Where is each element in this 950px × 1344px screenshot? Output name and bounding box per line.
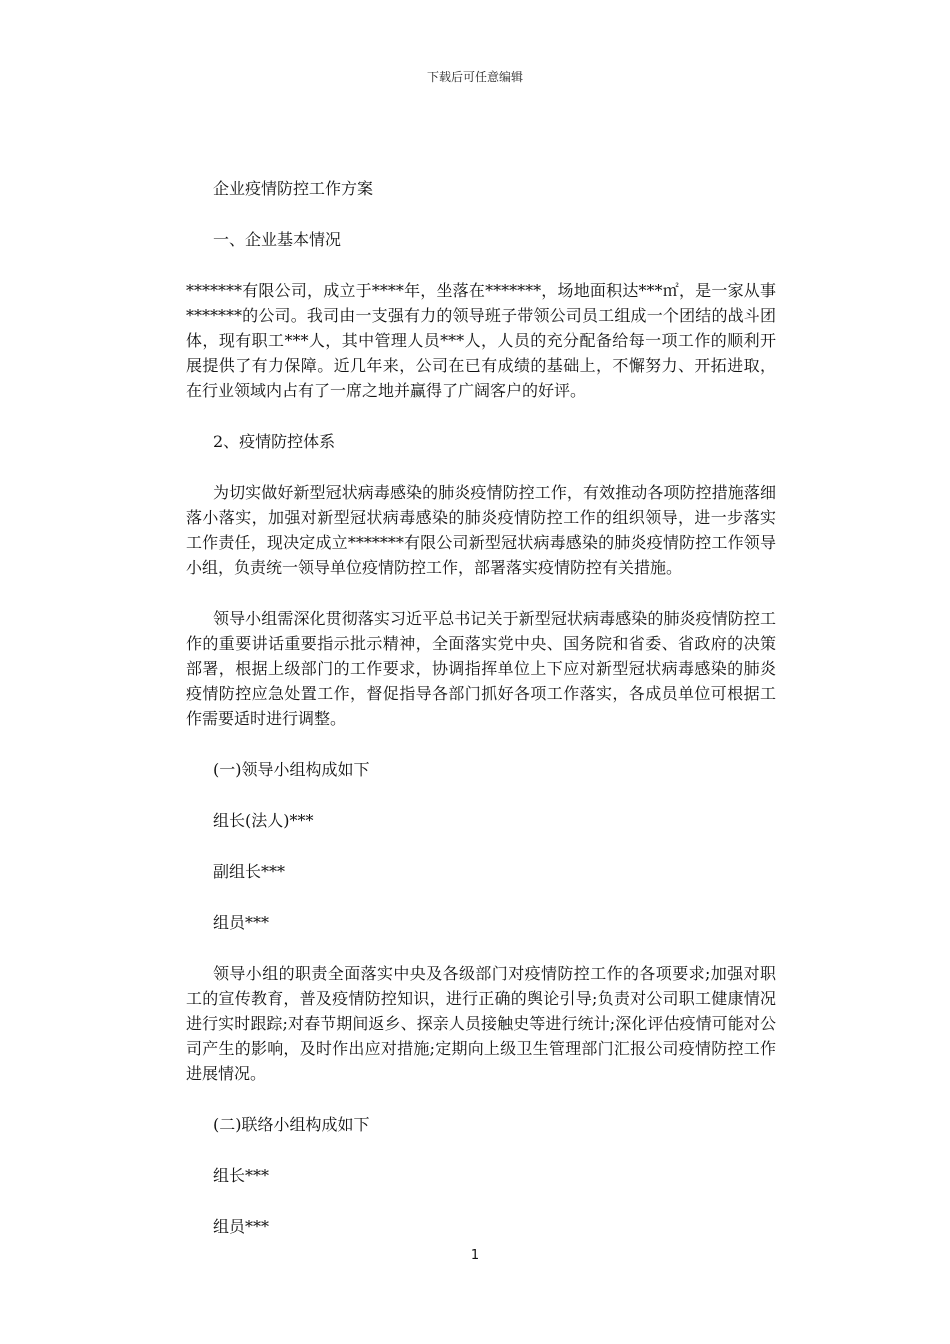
section1-paragraph-text: *******有限公司，成立于****年，坐落在*******，场地面积达***㎡，是一家从事*******的公司。我司由一支强有力的领导班子带领公司员工组成一个团结的战斗团体，现有职工***人，其中管理人员***人，人员的充分配备给每一项工作的顺利开展提供了有力保障。近几年来，公司在已有成绩的基础上，不懈努力、开拓进取，在行业领域内占有了一席之地并赢得了广阔客户的好评。: [186, 281, 776, 400]
document-body: [186, 176, 776, 1265]
section2-paragraph-2: 领导小组需深化贯彻落实习近平总书记关于新型冠状病毒感染的肺炎疫情防控工作的重要讲话重要指示批示精神，全面落实党中央、国务院和省委、省政府的决策部署，根据上级部门的工作要求，协调指挥单位上下应对新型冠状病毒感染的肺炎疫情防控应急处置工作，督促指导各部门抓好各项工作落实，各成员单位可根据工作需要适时进行调整。: [186, 609, 776, 728]
page-header: 下载后可任意编辑: [426, 70, 523, 84]
section2-heading: 2、疫情防控体系: [213, 432, 336, 451]
group1-member: 组员***: [213, 913, 270, 932]
group2-leader: 组长***: [213, 1166, 270, 1185]
page-number: 1: [470, 1248, 480, 1263]
group2-member: 组员***: [213, 1217, 270, 1236]
group1-duties: 领导小组的职责全面落实中央及各级部门对疫情防控工作的各项要求;加强对职工的宣传教育，普及疫情防控知识，进行正确的舆论引导;负责对公司职工健康情况进行实时跟踪;对春节期间返乡、探亲人员接触史等进行统计;深化评估疫情可能对公司产生的影响，及时作出应对措施;定期向上级卫生管理部门汇报公司疫情防控工作进展情况。: [186, 964, 776, 1083]
group1-leader: 组长(法人)***: [213, 811, 314, 830]
group1-heading: (一)领导小组构成如下: [213, 760, 370, 779]
section1-paragraph: [186, 278, 776, 403]
group2-heading: (二)联络小组构成如下: [213, 1115, 370, 1134]
section2-paragraph-1: 为切实做好新型冠状病毒感染的肺炎疫情防控工作，有效推动各项防控措施落细落小落实，加强对新型冠状病毒感染的肺炎疫情防控工作的组织领导，进一步落实工作责任，现决定成立*******有限公司新型冠状病毒感染的肺炎疫情防控工作领导小组，负责统一领导单位疫情防控工作，部署落实疫情防控有关措施。: [186, 483, 776, 577]
section1-heading: 一、企业基本情况: [213, 230, 342, 249]
group1-deputy: 副组长***: [213, 862, 286, 881]
document-title: 企业疫情防控工作方案: [213, 179, 374, 198]
